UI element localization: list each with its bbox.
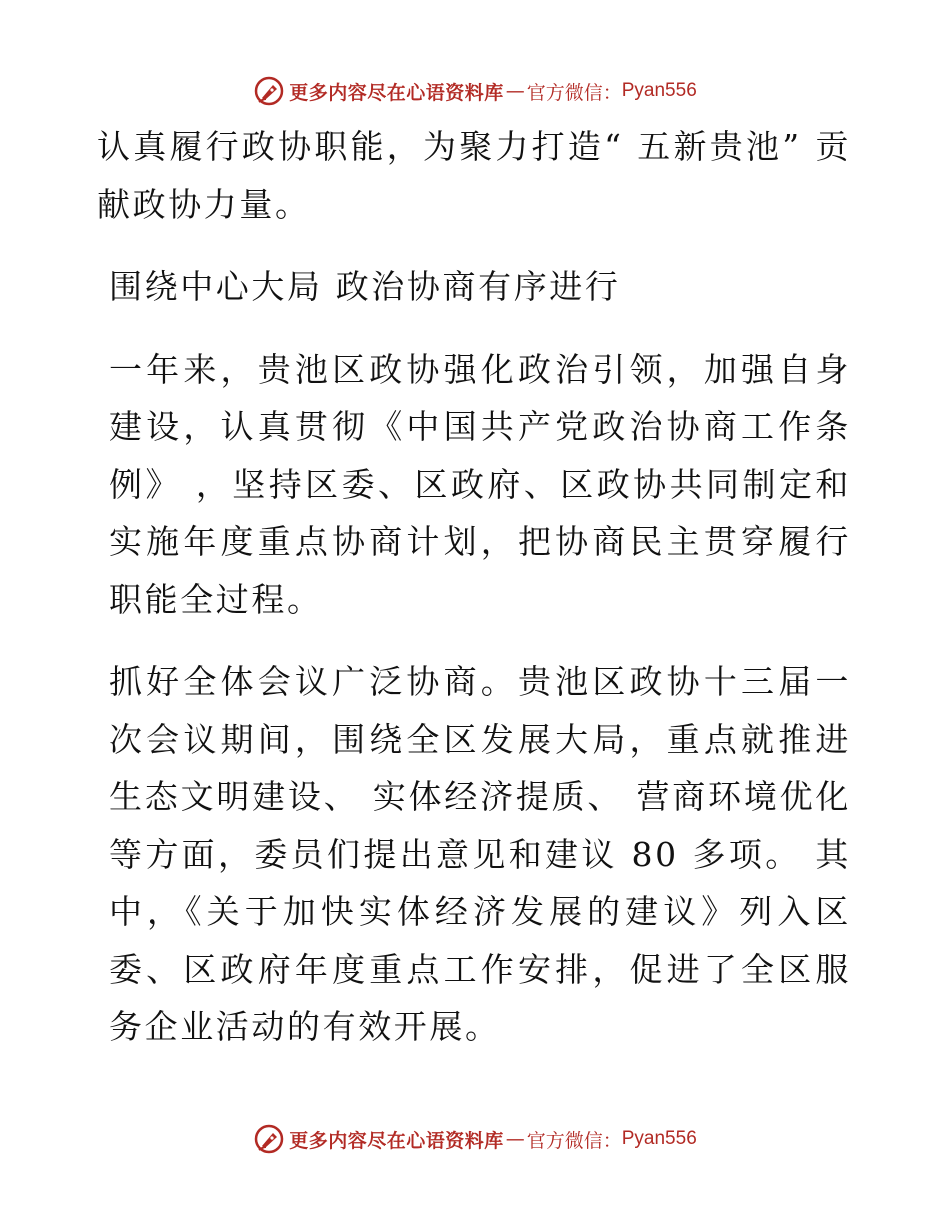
pen-nib-circle-logo-icon (253, 75, 285, 107)
footer-banner-text: 更多内容尽在心语资料库 (289, 1129, 504, 1152)
paragraph-2: 一年来，贵池区政协强化政治引领，加强自身建设，认真贯彻《中国共产党政治协商工作条例》 ，坚持区委、区政府、区政协共同制定和实施年度重点协商计划，把协商民主贯穿履行职能全过程。 (109, 349, 851, 619)
header-wechat-label: 官方微信： (526, 81, 622, 104)
footer-banner-dash: — (505, 1128, 525, 1150)
paragraph-3: 抓好全体会议广泛协商。贵池区政协十三届一次会议期间，围绕全区发展大局，重点就推进生态文明建设、 实体经济提质、 营商环境优化等方面，委员们提出意见和建议 80 多项。 其中，《关于加快实体经济发展的建议》列入区委、区政府年度重点工作安排，促进了全区服务企业活动的有效开展。 (109, 662, 851, 1046)
header-wechat-id: Pyan556 (621, 80, 697, 101)
page-footer-banner (0, 1122, 950, 1156)
header-banner-text: 更多内容尽在心语资料库 (289, 81, 504, 104)
section-heading: 围绕中心大局 政治协商有序进行 (109, 267, 621, 306)
paragraph-1: 认真履行政协职能，为聚力打造“ 五新贵池” 贡献政协力量。 (97, 127, 851, 224)
footer-wechat-label: 官方微信： (526, 1129, 622, 1152)
page-header-banner (0, 74, 950, 108)
footer-wechat-id: Pyan556 (621, 1128, 697, 1149)
pen-nib-circle-logo-icon (253, 1123, 285, 1155)
header-banner-dash: — (505, 80, 525, 102)
document-body (97, 118, 851, 1081)
